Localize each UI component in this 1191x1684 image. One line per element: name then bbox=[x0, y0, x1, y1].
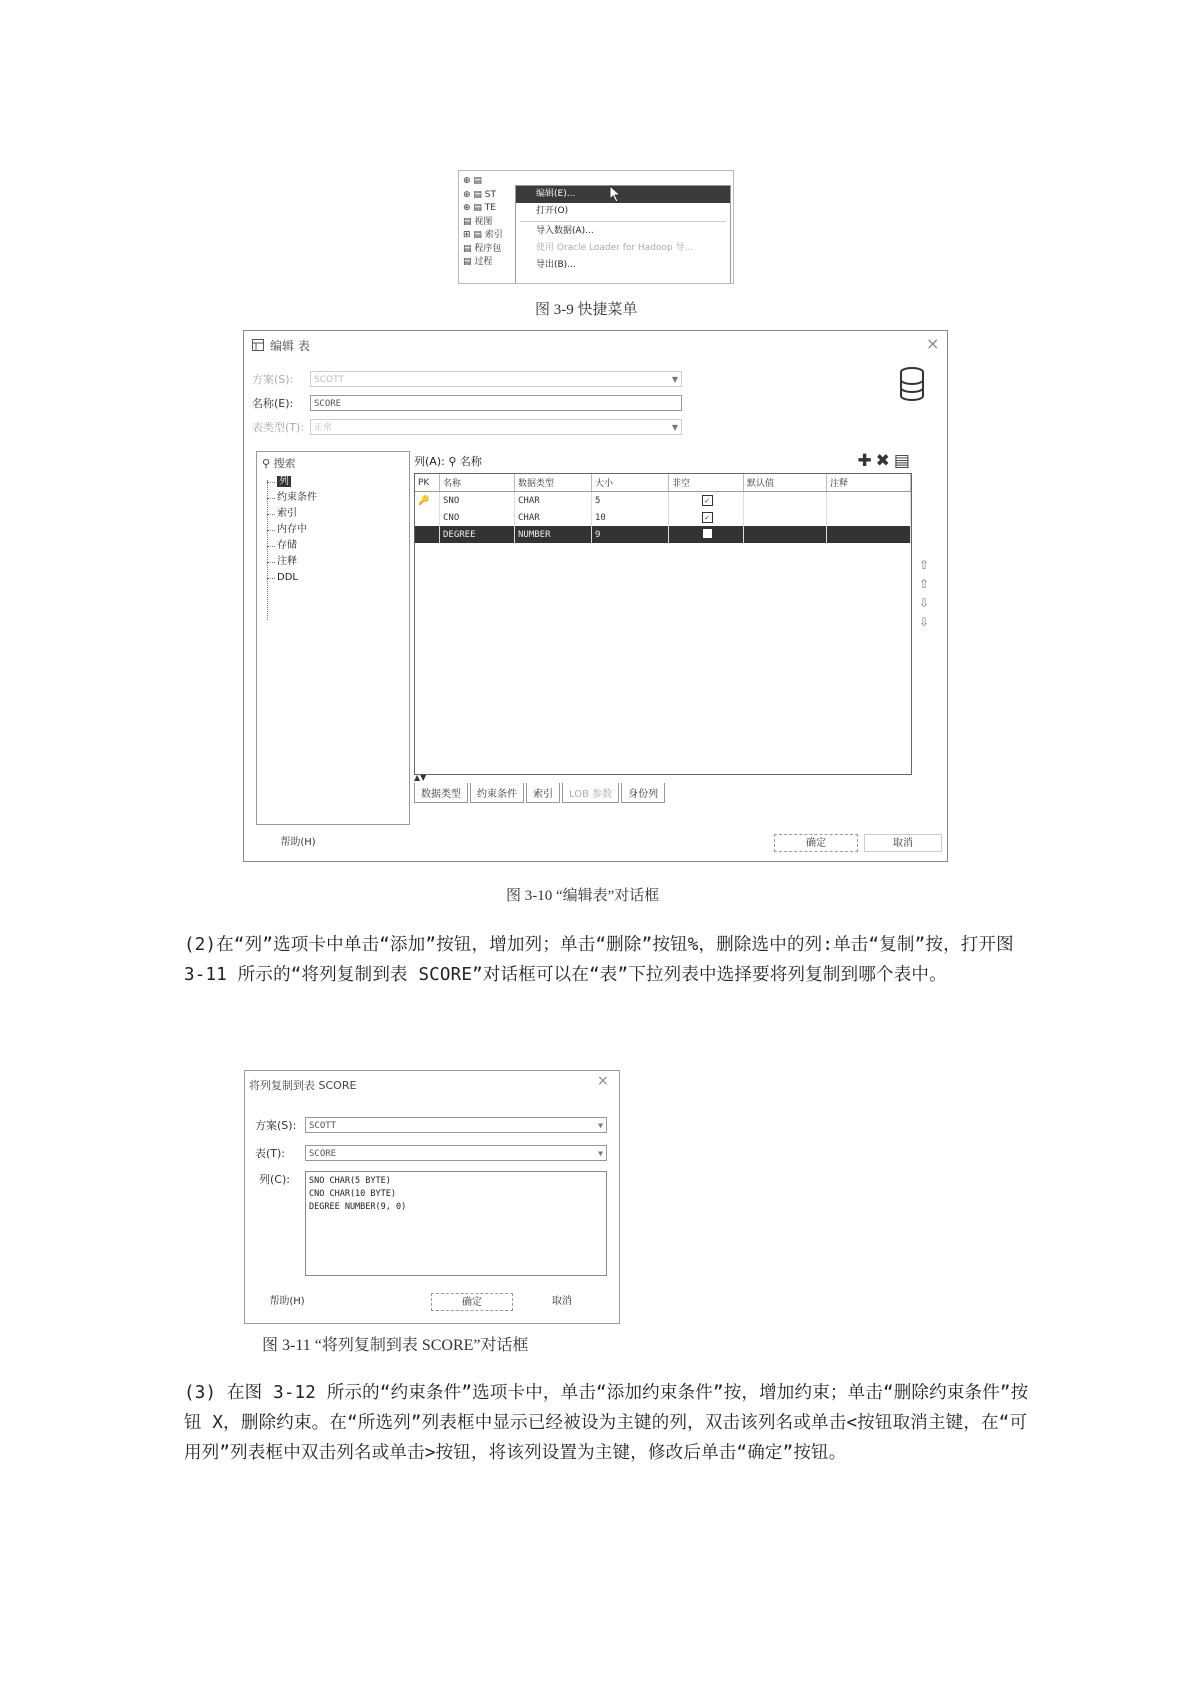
columns-filter[interactable]: 名称 bbox=[459, 455, 482, 468]
cancel-button[interactable]: 取消 bbox=[521, 1293, 603, 1311]
move-bottom-icon[interactable]: ⇩ bbox=[918, 615, 930, 629]
name-label: 名称(E): bbox=[252, 397, 294, 410]
primary-key-icon: 🔑 bbox=[415, 492, 440, 510]
cell-type[interactable]: NUMBER bbox=[515, 526, 592, 543]
chevron-down-icon: ▼ bbox=[671, 423, 678, 432]
cell-pk bbox=[415, 526, 440, 543]
table-value: SCORE bbox=[309, 1149, 337, 1159]
cell-pk bbox=[415, 509, 440, 526]
cell-type[interactable]: CHAR bbox=[515, 492, 592, 510]
tree-item-ddl[interactable]: DDL bbox=[265, 570, 317, 586]
figure-caption: 图 3-10 “编辑表”对话框 bbox=[506, 888, 660, 904]
close-icon[interactable]: × bbox=[597, 1073, 609, 1089]
tab-indexes[interactable]: 索引 bbox=[526, 783, 560, 803]
cancel-button[interactable]: 取消 bbox=[864, 834, 942, 852]
list-item[interactable]: SNO CHAR(5 BYTE) bbox=[309, 1176, 391, 1186]
tree-item-comments[interactable]: 注释 bbox=[265, 554, 317, 570]
menu-item-export[interactable]: 导出(B)... bbox=[536, 260, 576, 270]
not-null-checkbox[interactable] bbox=[702, 528, 713, 539]
ok-button[interactable]: 确定 bbox=[774, 834, 858, 852]
cell-default[interactable] bbox=[744, 509, 827, 526]
search-label: 搜索 bbox=[273, 457, 296, 470]
schema-label: 方案(S): bbox=[252, 373, 294, 386]
columns-pane bbox=[414, 451, 944, 816]
figure-caption: 图 3-9 快捷菜单 bbox=[535, 302, 638, 318]
cell-size[interactable]: 5 bbox=[592, 492, 669, 510]
help-button[interactable]: 帮助(H) bbox=[268, 834, 328, 852]
menu-item-import-data[interactable]: 导入数据(A)... bbox=[536, 226, 594, 236]
copy-columns-dialog bbox=[244, 1070, 620, 1324]
schema-value: SCOTT bbox=[314, 375, 344, 385]
header-name[interactable]: 名称 bbox=[440, 474, 515, 492]
header-default[interactable]: 默认值 bbox=[744, 474, 827, 492]
header-comment[interactable]: 注释 bbox=[827, 474, 911, 492]
database-icon bbox=[899, 367, 925, 401]
tab-identity-column[interactable]: 身份列 bbox=[621, 783, 665, 803]
search-box[interactable] bbox=[262, 455, 296, 471]
columns-grid bbox=[414, 473, 912, 775]
dialog-title: 编辑 表 bbox=[270, 339, 310, 353]
cell-size[interactable]: 9 bbox=[592, 526, 669, 543]
cell-comment[interactable] bbox=[827, 492, 911, 510]
cell-name[interactable]: SNO bbox=[440, 492, 515, 510]
navigator-tree bbox=[463, 175, 523, 270]
menu-item-edit[interactable]: 编辑(E)... bbox=[516, 186, 730, 203]
cell-size[interactable]: 10 bbox=[592, 509, 669, 526]
body-paragraph: (3) 在图 3-12 所示的“约束条件”选项卡中，单击“添加约束条件”按，增加约束；单击“删除约束条件”按钮 X，删除约束。在“所选列”列表框中显示已经被设为主键的列，双击该列名或单击<按钮取消主键，在“可用列”列表框中双击列名或单击>按钮，将该列设置为主键，修改后单击“确定”按钮。 bbox=[184, 1383, 1029, 1463]
reorder-buttons bbox=[916, 556, 932, 632]
context-menu-figure bbox=[458, 170, 734, 284]
dialog-title: 将列复制到表 SCORE bbox=[249, 1079, 357, 1092]
ok-button[interactable]: 确定 bbox=[431, 1293, 513, 1311]
move-top-icon[interactable]: ⇧ bbox=[918, 558, 930, 572]
columns-label: 列(A): bbox=[414, 455, 445, 468]
collapse-arrows-icon[interactable]: ▲▼ bbox=[414, 773, 427, 782]
table-row-selected[interactable] bbox=[415, 526, 911, 543]
table-row[interactable] bbox=[415, 509, 911, 526]
context-menu bbox=[515, 185, 731, 284]
move-up-icon[interactable]: ⇧ bbox=[918, 577, 930, 591]
chevron-down-icon: ▼ bbox=[671, 375, 678, 384]
cell-type[interactable]: CHAR bbox=[515, 509, 592, 526]
schema-select[interactable] bbox=[305, 1117, 607, 1133]
tree-item-constraints[interactable]: 约束条件 bbox=[265, 490, 317, 506]
tree-node-procedures[interactable]: ▤ 过程 bbox=[463, 257, 493, 267]
tab-lob-params[interactable]: LOB 参数 bbox=[562, 783, 619, 803]
table-type-select bbox=[310, 419, 682, 435]
cell-comment[interactable] bbox=[827, 509, 911, 526]
tree-item-storage[interactable]: 存储 bbox=[265, 538, 317, 554]
columns-toolbar bbox=[414, 453, 482, 469]
header-size[interactable]: 大小 bbox=[592, 474, 669, 492]
not-null-checkbox[interactable]: ✓ bbox=[702, 512, 713, 523]
header-data-type[interactable]: 数据类型 bbox=[515, 474, 592, 492]
table-label: 表(T): bbox=[255, 1147, 286, 1160]
cell-comment[interactable] bbox=[827, 526, 911, 543]
cell-default[interactable] bbox=[744, 526, 827, 543]
not-null-checkbox[interactable]: ✓ bbox=[702, 495, 713, 506]
cell-default[interactable] bbox=[744, 492, 827, 510]
grid-header bbox=[415, 474, 911, 492]
table-icon bbox=[252, 339, 264, 351]
menu-item-open[interactable]: 打开(O) bbox=[536, 206, 569, 216]
tree-node[interactable]: ⊕ ▤ bbox=[463, 176, 482, 186]
name-field[interactable]: SCORE bbox=[310, 395, 682, 411]
tree-item-indexes[interactable]: 索引 bbox=[265, 506, 317, 522]
section-navigator bbox=[256, 451, 410, 825]
tree-node[interactable]: ⊕ ▤ TE bbox=[463, 203, 496, 213]
table-select[interactable] bbox=[305, 1145, 607, 1161]
tree-item-columns[interactable]: 列 bbox=[265, 474, 317, 490]
search-icon: ⚲ bbox=[262, 457, 274, 470]
tree-node[interactable]: ⊕ ▤ ST bbox=[463, 189, 496, 200]
columns-label: 列(C): bbox=[259, 1173, 290, 1186]
menu-separator bbox=[520, 221, 726, 222]
schema-select bbox=[310, 371, 682, 387]
section-tree bbox=[265, 474, 317, 586]
body-paragraph: (2)在“列”选项卡中单击“添加”按钮，增加列；单击“删除”按钮%，删除选中的列:单击“复制”按，打开图 3-11 所示的“将列复制到表 SCORE”对话框可以在“表”下拉列表中选择要将列复制到哪个表中。 bbox=[184, 935, 1014, 985]
header-not-null[interactable]: 非空 bbox=[669, 474, 744, 492]
move-down-icon[interactable]: ⇩ bbox=[918, 596, 930, 610]
tree-node-indexes[interactable]: ⊞ ▤ 索引 bbox=[463, 230, 503, 240]
column-actions[interactable]: ✚✖▤ bbox=[857, 451, 914, 471]
cell-name[interactable]: CNO bbox=[440, 509, 515, 526]
tree-node-packages[interactable]: ▤ 程序包 bbox=[463, 243, 502, 254]
chevron-down-icon: ▼ bbox=[598, 1121, 603, 1130]
detail-tabs bbox=[414, 783, 667, 803]
tab-constraints[interactable]: 约束条件 bbox=[470, 783, 524, 803]
chevron-down-icon: ▼ bbox=[598, 1149, 603, 1158]
figure-caption: 图 3-11 “将列复制到表 SCORE”对话框 bbox=[262, 1337, 529, 1354]
tab-data-type[interactable]: 数据类型 bbox=[414, 783, 468, 803]
mouse-cursor-icon bbox=[609, 185, 623, 203]
search-icon: ⚲ bbox=[448, 455, 460, 468]
header-pk[interactable]: PK bbox=[415, 474, 440, 492]
edit-table-dialog bbox=[243, 330, 948, 862]
list-item[interactable]: CNO CHAR(10 BYTE) bbox=[309, 1189, 396, 1199]
columns-list[interactable] bbox=[305, 1171, 607, 1276]
tree-node-views[interactable]: ▤ 视图 bbox=[463, 216, 493, 227]
cell-name[interactable]: DEGREE bbox=[440, 526, 515, 543]
help-button[interactable]: 帮助(H) bbox=[257, 1293, 317, 1311]
list-item[interactable]: DEGREE NUMBER(9, 0) bbox=[309, 1202, 407, 1212]
schema-label: 方案(S): bbox=[255, 1119, 297, 1132]
table-type-label: 表类型(T): bbox=[252, 421, 305, 434]
close-icon[interactable]: × bbox=[926, 334, 940, 353]
schema-value: SCOTT bbox=[309, 1121, 337, 1131]
table-row[interactable] bbox=[415, 492, 911, 510]
menu-item-oracle-loader: 使用 Oracle Loader for Hadoop 导... bbox=[536, 243, 694, 253]
table-type-value: 正常 bbox=[314, 423, 333, 433]
tree-item-in-memory[interactable]: 内存中 bbox=[265, 522, 317, 538]
